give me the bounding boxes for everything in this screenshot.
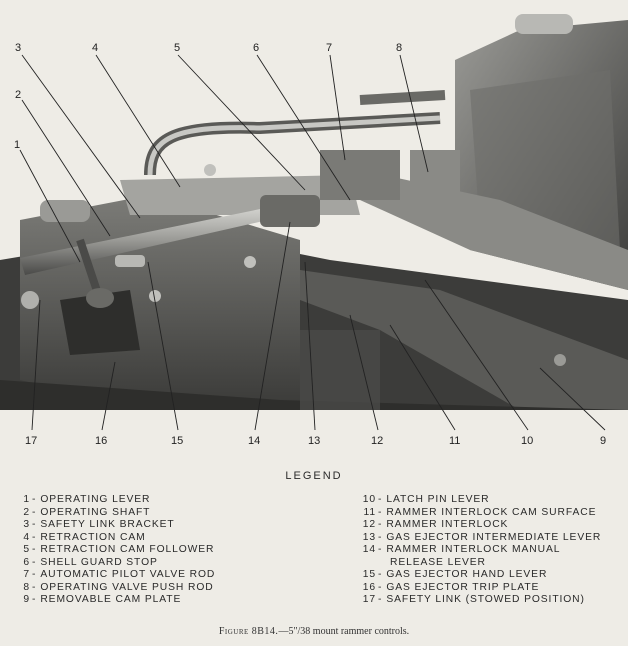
legend-item: 9 - REMOVABLE CAM PLATE	[16, 594, 215, 607]
legend-number: 2	[23, 506, 30, 518]
valve-linkage	[320, 150, 400, 200]
legend-number: 13	[362, 531, 376, 543]
callout-13: 13	[308, 435, 321, 447]
legend-item: 8 - OPERATING VALVE PUSH ROD	[16, 582, 215, 595]
legend-text: RELEASE LEVER	[390, 556, 486, 568]
legend-text: RAMMER INTERLOCK	[386, 519, 509, 530]
legend-item-continuation	[362, 557, 601, 570]
legend-left-column	[16, 494, 215, 607]
callout-5: 5	[174, 42, 181, 54]
callout-11: 11	[449, 435, 461, 447]
legend-number: 10	[362, 494, 376, 505]
legend-item: 1 - OPERATING LEVER	[16, 494, 215, 507]
housing-cap	[515, 14, 573, 34]
callout-9: 9	[600, 435, 607, 447]
legend-item: 11 - RAMMER INTERLOCK CAM SURFACE	[363, 506, 597, 518]
legend-number: 12	[362, 519, 376, 530]
legend-number: 1	[23, 494, 30, 505]
legend-number: 4	[23, 531, 30, 543]
caption-text: —5"/38 mount rammer controls.	[278, 626, 410, 637]
legend-text: GAS EJECTOR INTERMEDIATE LEVER	[386, 531, 602, 543]
legend-text: RAMMER INTERLOCK MANUAL	[386, 544, 561, 555]
legend-number: 7	[23, 569, 30, 580]
legend-number: 14	[362, 544, 376, 555]
callout-17: 17	[25, 435, 38, 447]
callout-1: 1	[14, 139, 21, 151]
legend-item: 14 - RAMMER INTERLOCK MANUAL	[362, 544, 561, 555]
callout-12: 12	[371, 435, 384, 447]
legend-number: 9	[23, 594, 30, 605]
legend-item: 13 - GAS EJECTOR INTERMEDIATE LEVER	[362, 531, 602, 543]
legend-text: OPERATING VALVE PUSH ROD	[40, 581, 214, 593]
legend-item: 5 - RETRACTION CAM FOLLOWER	[16, 544, 215, 557]
legend-right-column	[362, 494, 601, 607]
figure-label: Figure 8B14.	[218, 626, 279, 637]
legend-item: 6 - SHELL GUARD STOP	[16, 557, 215, 570]
legend-title: LEGEND	[285, 470, 343, 482]
legend-text: AUTOMATIC PILOT VALVE ROD	[40, 569, 216, 580]
callout-4: 4	[92, 42, 99, 54]
callout-8: 8	[396, 42, 403, 54]
callout-6: 6	[253, 42, 260, 54]
legend-item: 3 - SAFETY LINK BRACKET	[16, 519, 215, 532]
callout-14: 14	[248, 435, 261, 447]
legend-text: SAFETY LINK (STOWED POSITION)	[386, 594, 585, 605]
legend-number: 15	[362, 569, 376, 580]
callout-15: 15	[171, 435, 184, 447]
legend-item: 10 - LATCH PIN LEVER	[362, 494, 490, 505]
figure-caption	[0, 626, 628, 637]
legend-number: 8	[23, 581, 30, 593]
callout-7: 7	[326, 42, 333, 54]
legend-text: GAS EJECTOR HAND LEVER	[386, 569, 548, 580]
legend-item: 17 - SAFETY LINK (STOWED POSITION)	[362, 594, 585, 605]
legend-item: 15 - GAS EJECTOR HAND LEVER	[362, 569, 548, 580]
legend-number: 3	[23, 519, 30, 530]
legend-text: SHELL GUARD STOP	[40, 556, 158, 568]
callout-2: 2	[15, 89, 22, 101]
legend-text: OPERATING SHAFT	[40, 506, 151, 518]
legend-text: GAS EJECTOR TRIP PLATE	[386, 581, 540, 593]
legend-text: OPERATING LEVER	[40, 494, 151, 505]
legend-number: 11	[363, 506, 376, 518]
legend-text: RAMMER INTERLOCK CAM SURFACE	[386, 506, 597, 518]
legend-item: 16 - GAS EJECTOR TRIP PLATE	[362, 581, 540, 593]
legend-number: 16	[362, 581, 376, 593]
legend-item: 4 - RETRACTION CAM	[16, 532, 215, 545]
legend-text: SAFETY LINK BRACKET	[40, 519, 175, 530]
legend-item: 2 - OPERATING SHAFT	[16, 507, 215, 520]
legend-item: 12 - RAMMER INTERLOCK	[362, 519, 509, 530]
callout-3: 3	[15, 42, 22, 54]
callout-10: 10	[521, 435, 534, 447]
callout-16: 16	[95, 435, 108, 447]
legend-number: 6	[23, 556, 30, 568]
legend-text: REMOVABLE CAM PLATE	[40, 594, 182, 605]
legend-text: RETRACTION CAM FOLLOWER	[40, 544, 215, 555]
legend-number: 5	[23, 544, 30, 555]
legend-text: RETRACTION CAM	[40, 531, 146, 543]
legend-item: 7 - AUTOMATIC PILOT VALVE ROD	[16, 569, 215, 582]
legend-text: LATCH PIN LEVER	[386, 494, 490, 505]
legend-number: 17	[362, 594, 376, 605]
